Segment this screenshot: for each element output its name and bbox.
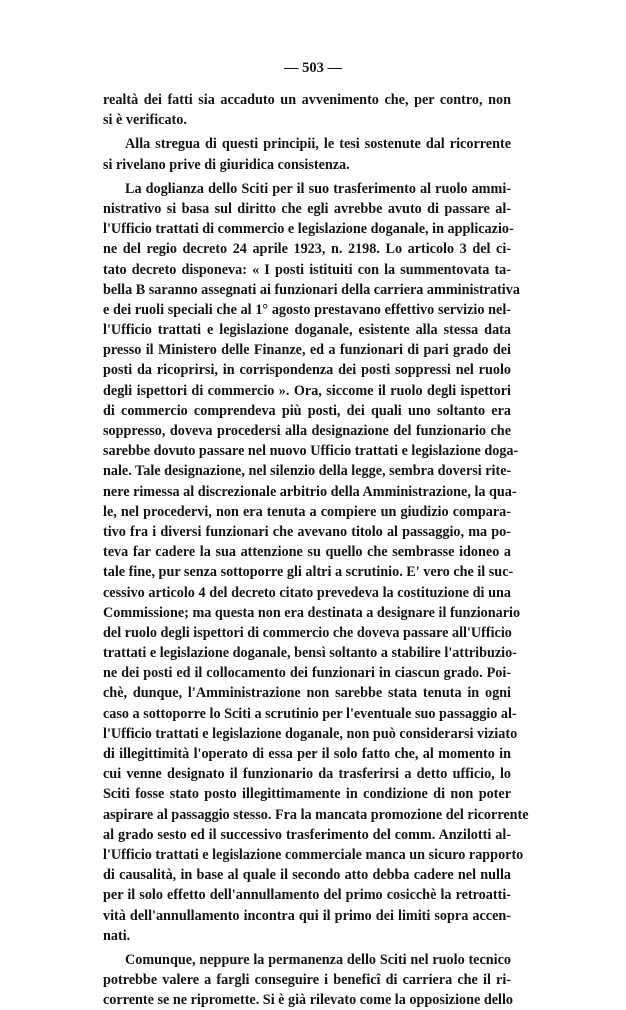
text-line: chè, dunque, l'Amministrazione non sarebbe stata tenuta in ogni [103, 685, 511, 702]
text-line: le, nel procedervi, non era tenuta a compiere un giudizio compara- [103, 503, 511, 520]
text-line: nale. Tale designazione, nel silenzio della legge, sembra doversi rite- [103, 463, 512, 480]
text-line: nere rimessa al discrezionale arbitrio della Amministrazione, la qua- [103, 483, 517, 500]
page-number: — 503 — [284, 60, 342, 76]
text-line: realtà dei fatti sia accaduto un avvenimento che, per contro, non [103, 92, 511, 108]
text-line: posti da ricoprirsi, in corrispondenza dei posti soppressi nel ruolo [103, 362, 511, 379]
text-line: soppresso, doveva procedersi alla designazione del funzionario che [103, 423, 511, 439]
text-line: teva far cadere la sua attenzione su quello che sembrasse idoneo a [103, 544, 511, 561]
text-line: l'Ufficio trattati e legislazione doganale, non può considerarsi viziato [103, 725, 518, 742]
text-line: Alla stregua di questi principii, le tesi sostenute dal ricorrente [125, 136, 511, 153]
text-line: Sciti fosse stato posto illegittimamente in condizione di non poter [103, 786, 511, 803]
text-line: ne del regio decreto 24 aprile 1923, n. 2198. Lo articolo 3 del ci- [103, 241, 511, 258]
text-line: tato decreto disponeva: « I posti istituiti con la summentovata ta- [103, 261, 511, 278]
text-line: tale fine, pur senza sottoporre gli altri a scrutinio. E' vero che il suc- [103, 564, 514, 581]
text-line: di commercio comprendeva più posti, dei quali uno soltanto era [103, 402, 511, 419]
text-line: degli ispettori di commercio ». Ora, siccome il ruolo degli ispettori [103, 382, 511, 399]
text-line: al grado sesto ed il successivo trasferimento del comm. Anzilotti al- [103, 826, 511, 843]
text-line: l'Ufficio trattati e legislazione commerciale manca un sicuro rapporto [103, 846, 524, 863]
text-line: sarebbe dovuto passare nel nuovo Ufficio trattati e legislazione doga- [103, 443, 519, 460]
text-line: cui venne designato il funzionario da trasferirsi a detto ufficio, lo [103, 766, 511, 783]
text-line: di illegittimità l'operato di essa per il solo fatto che, al momento in [103, 746, 511, 762]
text-line: e dei ruoli speciali che al 1° agosto prestavano effettivo servizio nel- [103, 301, 511, 318]
text-line: Commissione; ma questa non era destinata a designare il funzionario [103, 604, 521, 621]
text-line: vità dell'annullamento incontra qui il primo dei limiti sopra accen- [103, 907, 511, 924]
text-line: caso a sottoporre lo Sciti a scrutinio per l'eventuale suo passaggio al- [103, 705, 517, 722]
text-line: di causalità, in base al quale il secondo atto debba cadere nel nulla [103, 867, 511, 884]
text-line: del ruolo degli ispettori di commercio che doveva passare all'Ufficio [103, 624, 512, 641]
text-line: tivo fra i diversi funzionari che avevano titolo al passaggio, ma po- [103, 523, 511, 540]
text-line: per il solo effetto dell'annullamento del primo cosicchè la retroatti- [103, 887, 511, 904]
text-line: La doglianza dello Sciti per il suo trasferimento al ruolo ammi- [125, 180, 511, 197]
text-line: aspirare al passaggio stesso. Fra la mancata promozione del ricorrente [103, 806, 529, 823]
text-line: l'Ufficio trattati e legislazione doganale, esistente alla stessa data [103, 322, 511, 339]
text-line: trattati e legislazione doganale, bensì soltanto a stabilire l'attribuzio- [103, 645, 517, 662]
text-line: cessivo articolo 4 del decreto citato prevedeva la costituzione di una [103, 584, 511, 601]
text-line: l'Ufficio trattati di commercio e legislazione doganale, in applicazio- [103, 221, 514, 238]
text-line: si è verificato. [103, 112, 187, 129]
text-line: ne dei posti ed il collocamento dei funzionari in ciascun grado. Poi- [103, 665, 511, 682]
text-line: Comunque, neppure la permanenza dello Sciti nel ruolo tecnico [125, 951, 511, 968]
text-line: nistrativo si basa sul diritto che egli avrebbe avuto di passare al- [103, 200, 511, 217]
text-line: nati. [103, 927, 131, 944]
body-text [103, 90, 529, 1010]
text-line: potrebbe valere a fargli conseguire i beneficî di carriera che il ri- [103, 972, 511, 989]
text-line: bella B saranno assegnati ai funzionari della carriera amministrativa [103, 281, 520, 298]
text-line: presso il Ministero delle Finanze, ed a funzionari di pari grado dei [103, 342, 511, 359]
text-line: si rivelano prive di giuridica consistenza. [103, 156, 350, 173]
text-line: corrente se ne ripromette. Si è già rilevato come la opposizione dello [103, 992, 514, 1009]
